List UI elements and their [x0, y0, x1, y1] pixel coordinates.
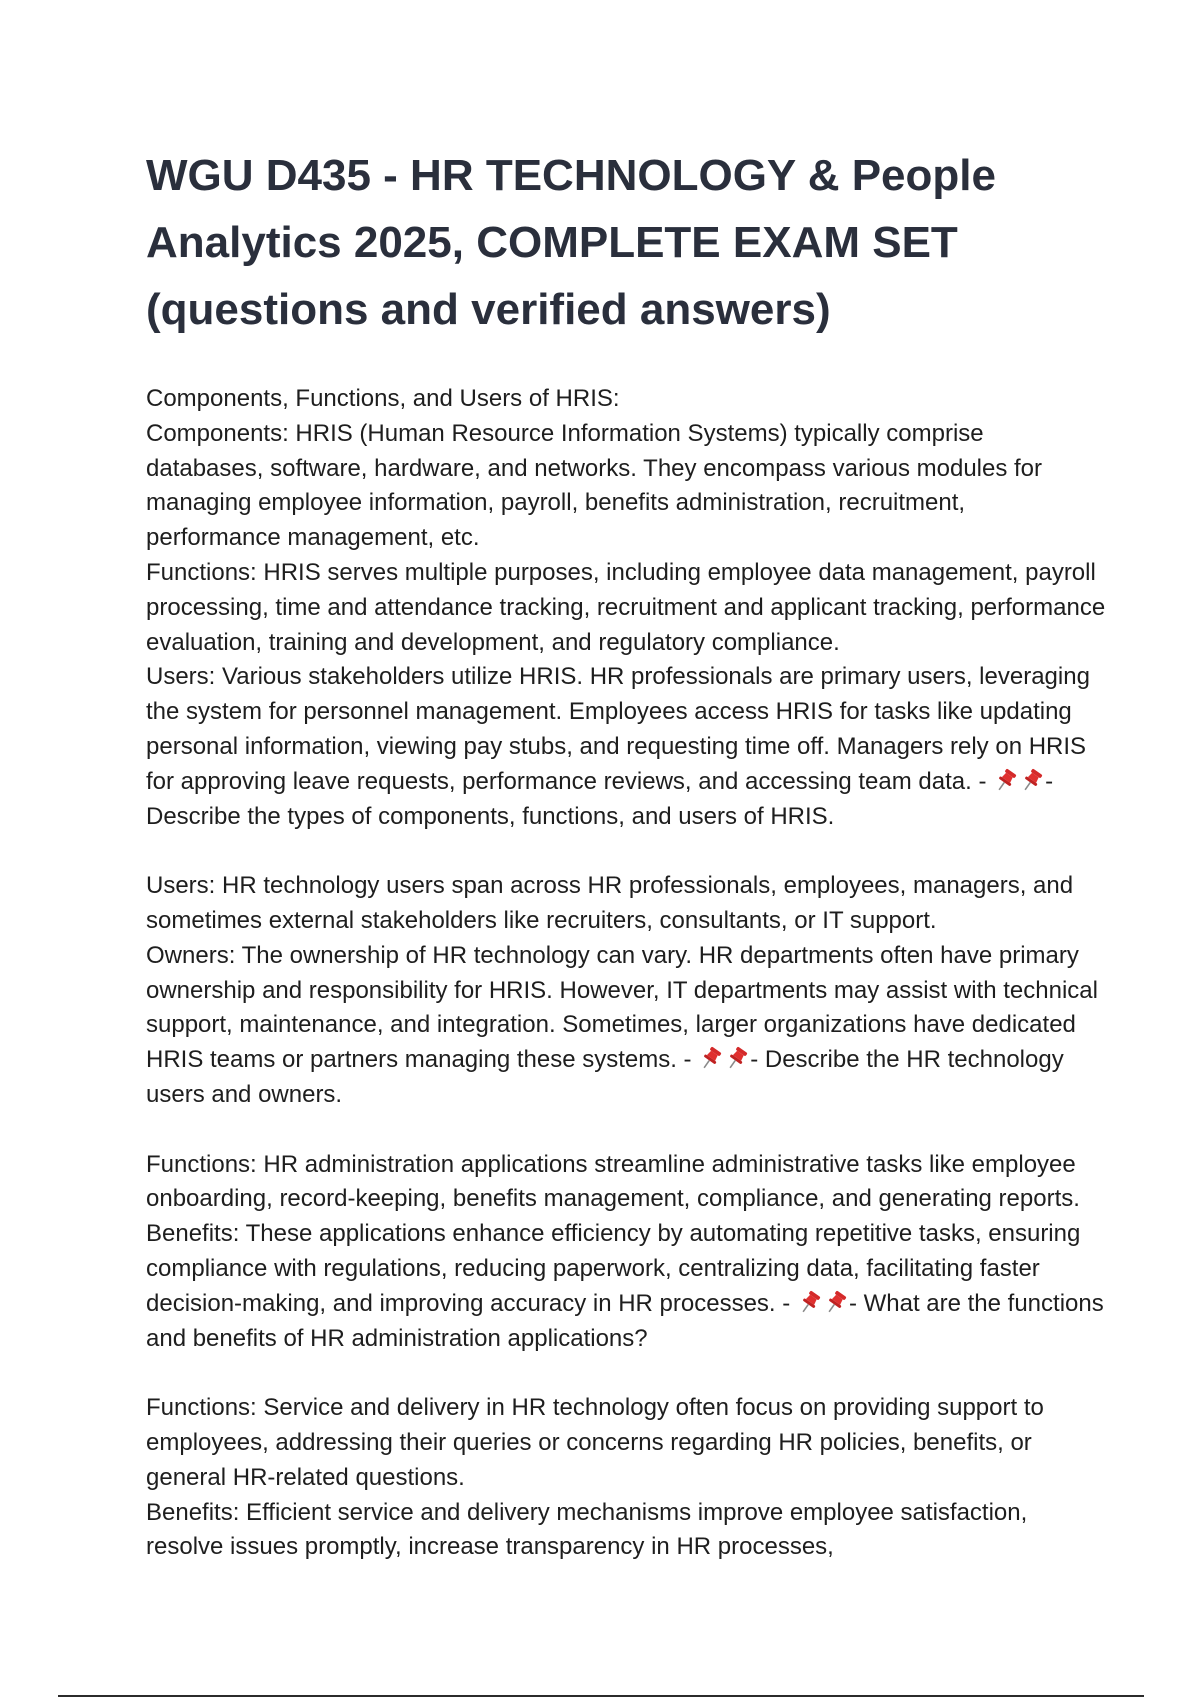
answer-text: Users: Various stakeholders utilize HRIS. HR professionals are primary users, leveraging the system for personnel management. Employees access HRIS for tasks like updating personal information, viewing pay stubs, and requesting time off. Managers rely on HRIS for approving leave requests, performance reviews, and accessing team data. - — [146, 663, 1090, 795]
answer-line: Functions: Service and delivery in HR technology often focus on providing support to employees, addressing their queries or concerns regarding HR policies, benefits, or general HR-related questions. — [146, 1394, 1044, 1491]
pin-pair — [797, 1290, 849, 1317]
answer-line: Benefits: Efficient service and delivery mechanisms improve employee satisfaction, resolve issues promptly, increase transparency in HR processes, — [146, 1498, 1028, 1561]
question-text: - Describe the HR technology users and owners. — [146, 1046, 1064, 1108]
answer-text: Benefits: These applications enhance efficiency by automating repetitive tasks, ensuring compliance with regulations, reducing paperwork, centralizing data, facilitating faster decision-making, and improving accuracy in HR processes. - — [146, 1220, 1081, 1317]
pushpin-icon — [797, 1289, 823, 1315]
pushpin-icon — [698, 1045, 724, 1071]
document-body — [146, 382, 1106, 1600]
answer-text: Owners: The ownership of HR technology can vary. HR departments often have primary ownership and responsibility for HRIS. However, IT departments may assist with technical support, maintenance, and integration. Sometimes, larger organizations have dedicated HRIS teams or partners managing these systems. - — [146, 941, 1098, 1074]
answer-line: Components: HRIS (Human Resource Information Systems) typically comprise databases, software, hardware, and networks. They encompass various modules for managing employee information, payroll, benefits administration, recruitment, performance management, etc. — [146, 419, 1043, 552]
answer-line: Functions: HR administration applications streamline administrative tasks like employee onboarding, record-keeping, benefits management, compliance, and generating reports. — [146, 1150, 1080, 1213]
answer-line: Users: HR technology users span across HR professionals, employees, managers, and sometimes external stakeholders like recruiters, consultants, or IT support. — [146, 872, 1074, 934]
qa-block — [146, 382, 1106, 834]
qa-block — [146, 1391, 1106, 1565]
qa-block — [146, 1148, 1106, 1357]
answer-line — [146, 660, 1106, 834]
answer-line: Functions: HRIS serves multiple purposes, including employee data management, payroll processing, time and attendance tracking, recruitment and applicant tracking, performance evaluation, training and development, and regulatory compliance. — [146, 558, 1106, 656]
question-text: - Describe the types of components, functions, and users of HRIS. — [146, 767, 1054, 830]
pin-pair — [698, 1046, 750, 1073]
answer-line: Components, Functions, and Users of HRIS: — [146, 385, 620, 412]
document-title: WGU D435 - HR TECHNOLOGY & People Analytics 2025, COMPLETE EXAM SET (questions and verified answers) — [146, 151, 996, 334]
pushpin-icon — [724, 1045, 750, 1071]
pin-pair — [993, 768, 1045, 795]
pushpin-icon — [823, 1289, 849, 1315]
answer-line — [146, 1217, 1106, 1356]
pushpin-icon — [1019, 767, 1045, 793]
answer-line — [146, 939, 1106, 1113]
pushpin-icon — [993, 767, 1019, 793]
question-text: - What are the functions and benefits of HR administration applications? — [146, 1289, 1104, 1352]
page-bottom-rule — [58, 1695, 1144, 1697]
qa-block — [146, 869, 1106, 1113]
